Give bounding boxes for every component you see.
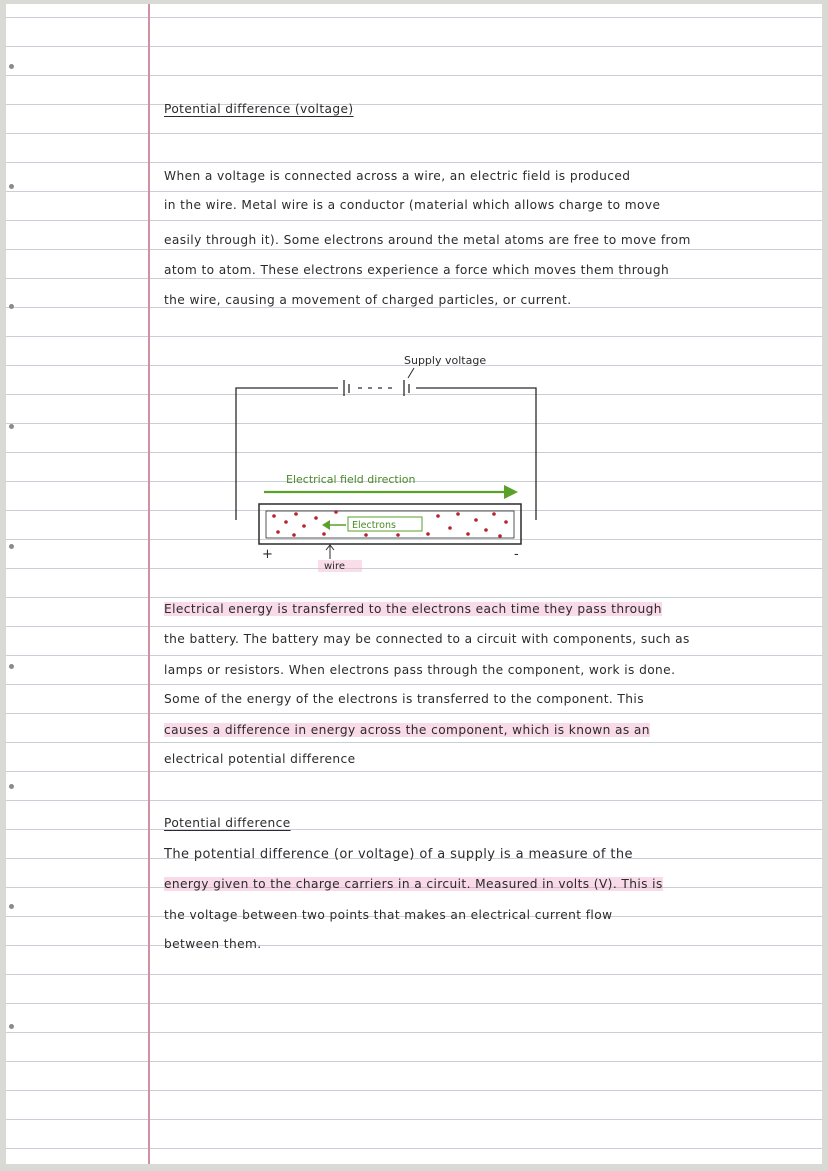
electron-dot — [294, 512, 298, 516]
para2-line: the battery. The battery may be connected to a circuit with components, such as — [164, 632, 690, 646]
electron-dot — [272, 514, 276, 518]
electron-dot — [322, 532, 326, 536]
para2-line: Some of the energy of the electrons is transferred to the component. This — [164, 692, 644, 706]
electron-dot — [466, 532, 470, 536]
electron-dot — [498, 534, 502, 538]
electron-dot — [334, 510, 338, 514]
para2-line-text: causes a difference in energy across the component, which is known as an — [164, 723, 650, 737]
para3-line — [164, 877, 663, 891]
field-direction-label: Electrical field direction — [286, 473, 416, 486]
electron-dot — [292, 533, 296, 537]
electron-dot — [302, 524, 306, 528]
supply-arrow — [408, 368, 414, 378]
electron-dot — [484, 528, 488, 532]
para1-line: easily through it). Some electrons around the metal atoms are free to move from — [164, 233, 691, 247]
wire-label: wire — [324, 561, 346, 572]
circuit-wire-right — [416, 388, 536, 520]
electron-dot — [504, 520, 508, 524]
para2-line — [164, 723, 650, 737]
negative-terminal: - — [514, 547, 519, 562]
para1-line: When a voltage is connected across a wire, an electric field is produced — [164, 169, 631, 183]
electron-dot — [492, 512, 496, 516]
para3-line: The potential difference (or voltage) of a supply is a measure of the — [164, 847, 633, 862]
para2-line: electrical potential difference — [164, 752, 356, 766]
electron-dot — [396, 533, 400, 537]
para2-line: lamps or resistors. When electrons pass through the component, work is done. — [164, 663, 676, 677]
electron-dot — [474, 518, 478, 522]
heading-potential-difference: Potential difference — [164, 816, 291, 830]
para1-line: atom to atom. These electrons experience a force which moves them through — [164, 263, 670, 277]
electron-dot — [276, 530, 280, 534]
heading-voltage: Potential difference (voltage) — [164, 102, 354, 116]
electron-dot — [436, 514, 440, 518]
electron-dot — [456, 512, 460, 516]
para2-line — [164, 602, 662, 616]
field-arrow-head — [504, 485, 518, 499]
para3-line: between them. — [164, 937, 262, 951]
para1-line: the wire, causing a movement of charged particles, or current. — [164, 293, 572, 307]
electron-arrow-head — [322, 520, 330, 530]
para1-line: in the wire. Metal wire is a conductor (material which allows charge to move — [164, 198, 661, 212]
electron-dot — [448, 526, 452, 530]
electron-dot — [284, 520, 288, 524]
supply-voltage-label: Supply voltage — [404, 354, 487, 367]
para3-line: the voltage between two points that makes an electrical current flow — [164, 908, 613, 922]
circuit-wire-left — [236, 388, 338, 520]
notebook-page — [6, 4, 822, 1164]
para3-line-text: energy given to the charge carriers in a circuit. Measured in volts (V). This is — [164, 877, 663, 891]
circuit-diagram — [6, 4, 822, 1164]
electron-dot — [364, 533, 368, 537]
para2-line-text: Electrical energy is transferred to the electrons each time they pass through — [164, 602, 662, 616]
electrons-label: Electrons — [352, 520, 396, 531]
electron-dot — [426, 532, 430, 536]
positive-terminal: + — [262, 547, 273, 562]
electron-dot — [314, 516, 318, 520]
